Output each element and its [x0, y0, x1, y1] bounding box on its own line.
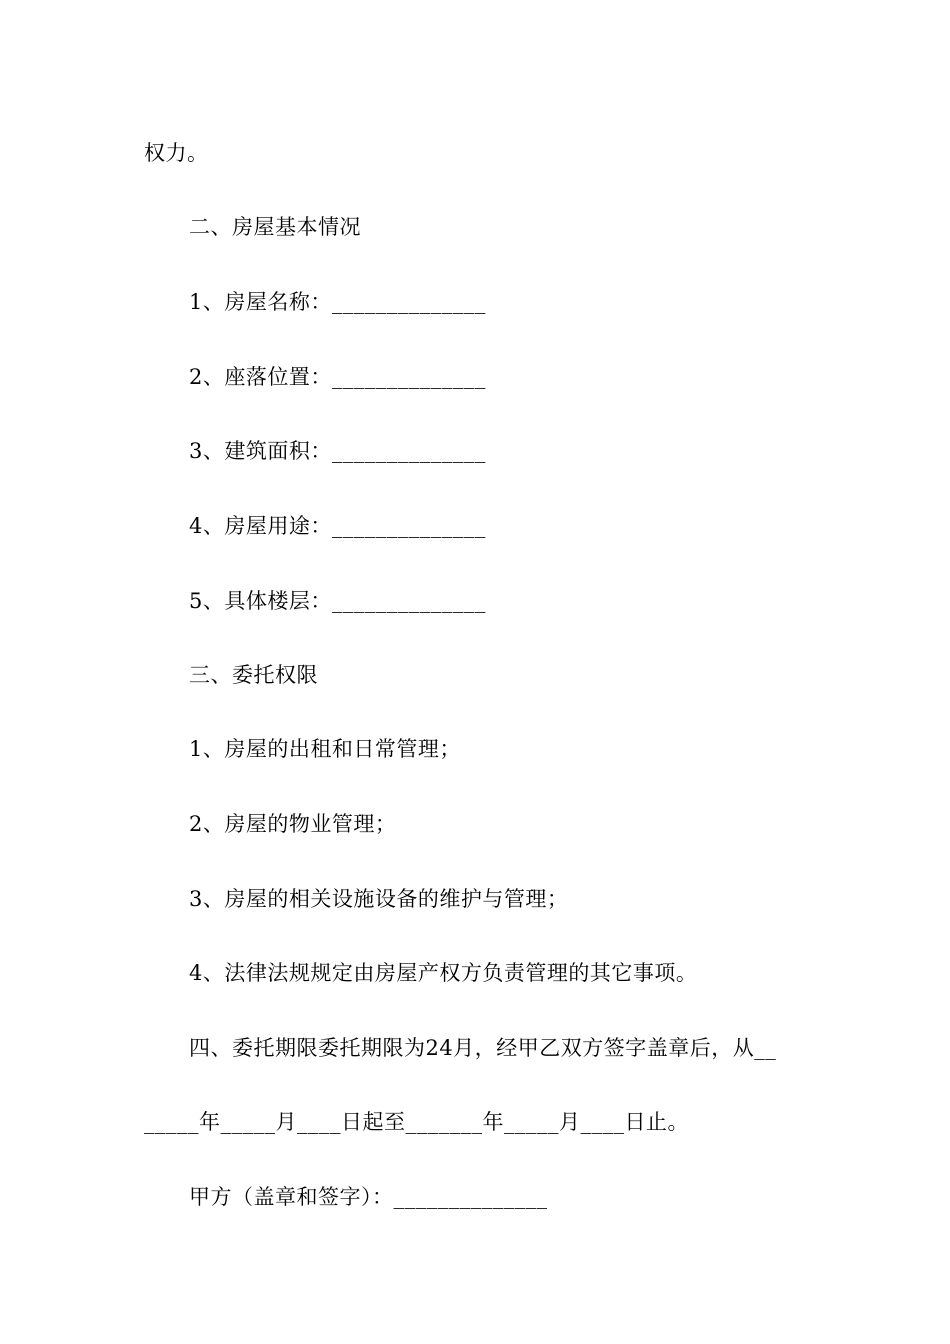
- field-floor: 5、具体楼层：______________: [189, 589, 486, 613]
- authority-item-2: 2、房屋的物业管理；: [189, 812, 397, 836]
- field-building-area: 3、建筑面积：______________: [189, 439, 486, 463]
- field-house-name: 1、房屋名称：______________: [189, 290, 486, 314]
- party-a-signature-line: 甲方（盖章和签字）：______________: [189, 1185, 548, 1209]
- section-term-continuation: _____年_____月____日起至_______年_____月____日止。: [144, 1110, 689, 1134]
- section-heading-authority: 三、委托权限: [189, 663, 318, 687]
- section-heading-house-info: 二、房屋基本情况: [189, 215, 361, 239]
- paragraph-continuation: 权力。: [144, 141, 209, 165]
- authority-item-3: 3、房屋的相关设施设备的维护与管理；: [189, 887, 569, 911]
- field-location: 2、座落位置：______________: [189, 365, 486, 389]
- authority-item-4: 4、法律法规规定由房屋产权方负责管理的其它事项。: [189, 961, 698, 985]
- field-house-usage: 4、房屋用途：______________: [189, 514, 486, 538]
- authority-item-1: 1、房屋的出租和日常管理；: [189, 737, 461, 761]
- section-term-paragraph: 四、委托期限委托期限为24月，经甲乙双方签字盖章后，从__: [189, 1036, 777, 1060]
